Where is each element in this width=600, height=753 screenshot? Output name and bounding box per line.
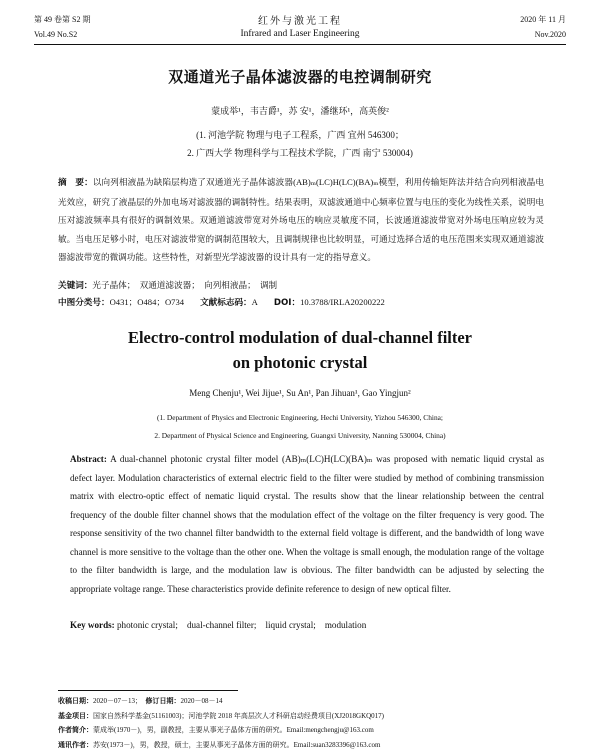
english-title-line-2: on photonic crystal [232,353,368,372]
journal-name-cn: 红外与激光工程 [258,16,342,27]
header-row-chinese [34,14,566,25]
english-title [0,325,600,375]
footnote-author: 作者简介：蒙成举(1970－)，男，副教授，主要从事光子晶体方面的研究。Email:mengchengju@163.com [58,726,374,735]
chinese-keywords-text: 光子晶体； 双通道滤波器； 向列相液晶； 调制 [92,280,278,290]
journal-name-en: Infrared and Laser Engineering [240,29,360,39]
document-code: 文献标志码：A [200,297,258,308]
doi: DOI：10.3788/IRLA20200222 [273,297,385,308]
chinese-keywords [58,279,544,291]
date-en: Nov.2020 [534,30,566,39]
footnotes [58,694,548,752]
classification-number: 中图分类号：O431；O484；O734 [58,297,185,308]
english-abstract [70,450,544,598]
english-abstract-text: A dual-channel photonic crystal filter model (AB)ₘ(LC)H(LC)(BA)ₘ was proposed with nematic liquid crystal as defect layer. Modulation characteristics of external electric field to the filter were studied by method of combining transmission matrix with electro-optic effect of nematic liquid crystal. The results show that the linear relationship between the central frequency of the double filter channel shows that the modulation effect of the voltage on the filter frequency is very good. The response sensitivity of the two channel filter bandwidth to the external field voltage is different, and the bandwidth of long wave channel is more sensitive to the voltage than the other one. When the voltage is small enough, the modulation range of the voltage to the filter bandwidth is large, and the modulation law is obvious. The filter bandwidth can be adjusted by selecting the appropriate voltage range. These characteristics provide definite reference to design of new optical filter. [70,454,544,594]
volume-cn: 第 49 卷第 S2 期 [34,15,91,24]
header-row-english [34,30,566,39]
footnote-dates: 收稿日期：2020－07－13； 修订日期：2020－08－14 [58,697,223,705]
english-affiliation-1: (1. Department of Physics and Electronic Engineering, Hechi University, Yizhou 546300, China; [157,413,443,422]
english-keywords-label: Key words: [70,620,115,630]
chinese-affiliation-2: 2. 广西大学 物理科学与工程技术学院，广西 南宁 530004) [187,148,413,158]
english-title-line-1: Electro-control modulation of dual-channel filter [127,328,473,347]
english-authors: Meng Chenju¹, Wei Jijue¹, Su An¹, Pan Jihuan¹, Gao Yingjun² [189,388,411,398]
chinese-affiliation-1: (1. 河池学院 物理与电子工程系，广西 宜州 546300； [196,130,404,140]
volume-en: Vol.49 No.S2 [34,30,78,39]
chinese-keywords-label: 关键词： [58,281,93,291]
chinese-abstract-label: 摘 要： [58,178,93,188]
english-abstract-label: Abstract: [70,454,107,464]
chinese-abstract-text: 以向列相液晶为缺陷层构造了双通道光子晶体滤波器(AB)ₘ(LC)H(LC)(BA)ₘ模型，利用传输矩阵法并结合向列相液晶电光效应，研究了液晶层的外加电场对滤波器的调制特性。结果表明，双滤波通道中心频率位置与电压的变化为线性关系，说明电压对滤波频率具有很好的调制效果。双通道滤波带宽对外场电压的响应灵敏度不同，长波通道滤波带宽对外场电压响应较为灵敏。当电压足够小时，电压对滤波带宽的调制范围较大，且调制规律也比较明显，可通过选择合适的电压范围来实现双通道滤波器滤波带宽的微调功能。这些特性，对新型光学滤波器的设计具有一定的指导意义。 [58,177,544,263]
footnote-divider [58,690,238,691]
classification-line [58,296,544,308]
footnote-fund: 基金项目：国家自然科学基金(51161003)；河池学院 2018 年高层次人才科研启动经费项目(XJ2018GKQ017) [58,711,385,720]
chinese-abstract [58,173,544,267]
english-keywords [70,618,544,631]
chinese-authors: 蒙成举¹，韦吉爵¹，苏 安¹，潘继环¹，高英俊² [211,106,389,116]
chinese-title: 双通道光子晶体滤波器的电控调制研究 [168,68,432,86]
english-keywords-text: photonic crystal; dual-channel filter; liquid crystal; modulation [117,620,367,630]
english-affiliation-2: 2. Department of Physical Science and Engineering, Guangxi University, Nanning 530004, China) [154,431,446,440]
running-header [34,10,566,45]
date-cn: 2020 年 11 月 [520,15,566,24]
footnote-corresponding-author: 通讯作者：苏安(1973－)，男，教授，硕士，主要从事光子晶体方面的研究。Email:suan3283396@163.com [58,740,381,749]
